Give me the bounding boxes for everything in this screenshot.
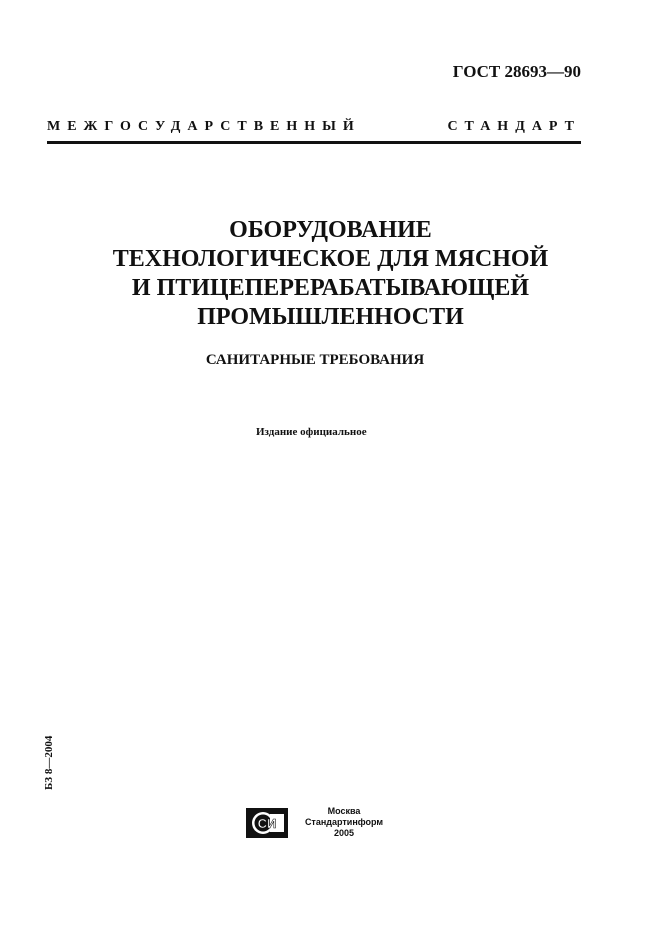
publisher-city: Москва [327,806,361,816]
document-title [0,216,661,332]
title-line: И ПТИЦЕПЕРЕРАБАТЫВАЮЩЕЙ [131,275,530,301]
publisher-logo [246,808,288,838]
document-subtitle: САНИТАРНЫЕ ТРЕБОВАНИЯ [205,352,425,368]
publisher-block [298,806,390,839]
standard-number: ГОСТ 28693—90 [452,62,581,81]
title-line: ТЕХНОЛОГИЧЕСКОЕ ДЛЯ МЯСНОЙ [112,246,549,272]
interstate-word: МЕЖГОСУДАРСТВЕННЫЙ [47,119,361,134]
logo-text: СИ [257,816,277,831]
publisher-name: Стандартинформ [304,817,384,827]
standard-word: СТАНДАРТ [447,119,581,134]
title-line: ПРОМЫШЛЕННОСТИ [197,304,464,330]
side-code: БЗ 8—2004 [43,735,55,790]
interstate-standard-heading [47,119,581,135]
edition-note: Издание официальное [256,426,367,438]
heading-rule [47,141,581,144]
publication-year: 2005 [333,828,355,838]
title-line: ОБОРУДОВАНИЕ [229,217,432,243]
